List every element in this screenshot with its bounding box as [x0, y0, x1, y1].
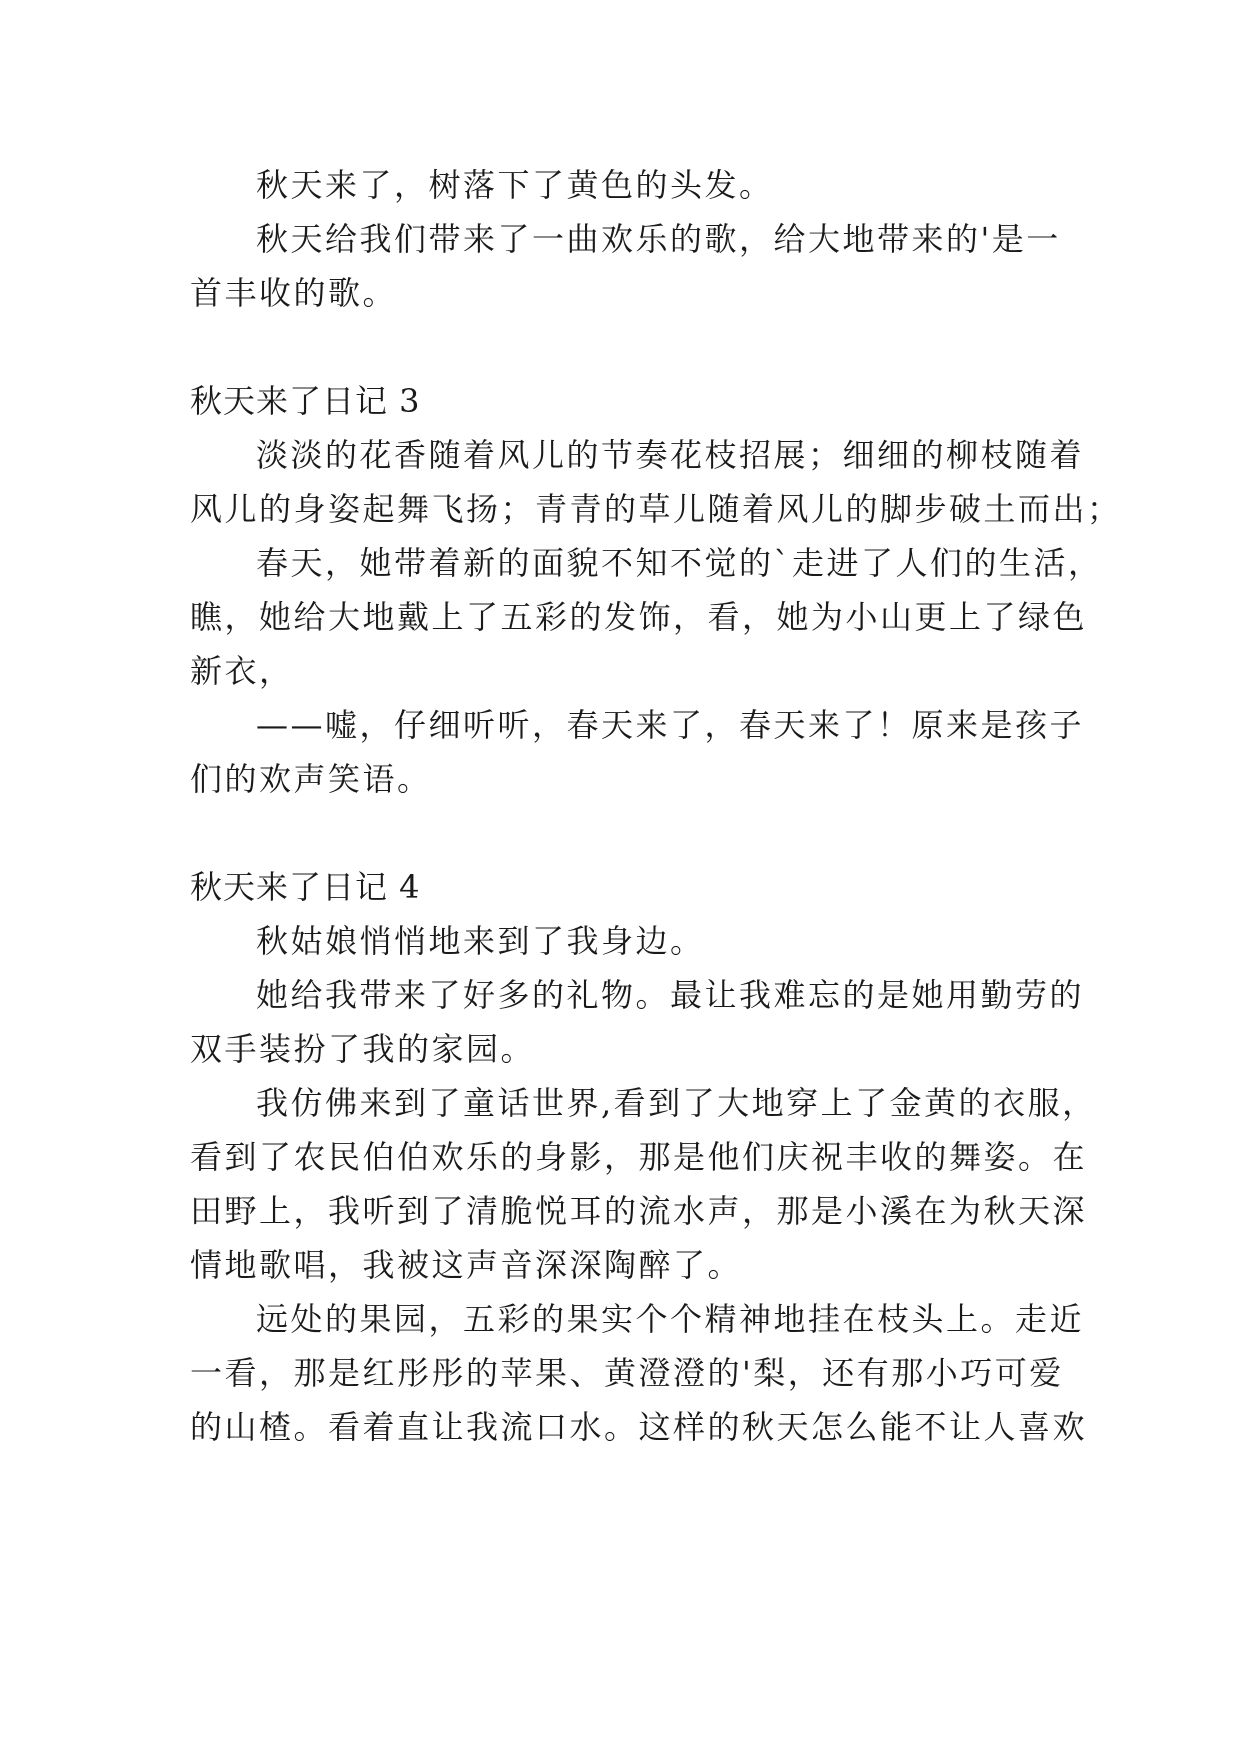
paragraph-line: 双手装扮了我的家园。 [190, 1030, 536, 1068]
paragraph-line: 田野上，我听到了清脆悦耳的流水声，那是小溪在为秋天深 [190, 1192, 1088, 1230]
paragraph-line: 淡淡的花香随着风儿的节奏花枝招展；细细的柳枝随着 [256, 436, 1085, 474]
paragraph-line: 春天，她带着新的面貌不知不觉的`走进了人们的生活， [256, 544, 1103, 582]
paragraph-line: 新衣， [190, 652, 294, 690]
paragraph-line: 秋姑娘悄悄地来到了我身边。 [256, 922, 705, 960]
paragraph-line: 首丰收的歌。 [190, 274, 398, 312]
paragraph-line: 风儿的身姿起舞飞扬；青青的草儿随着风儿的脚步破土而出； [190, 490, 1122, 528]
section-gap [190, 320, 1060, 374]
paragraph-line: 的山楂。看着直让我流口水。这样的秋天怎么能不让人喜欢 [190, 1408, 1088, 1446]
document-page [190, 158, 1122, 1454]
paragraph-line: ——嘘，仔细听听，春天来了，春天来了！原来是孩子 [256, 706, 1085, 744]
section-heading: 秋天来了日记 3 [190, 382, 421, 420]
paragraph-line: 远处的果园，五彩的果实个个精神地挂在枝头上。走近 [256, 1300, 1085, 1338]
section-heading: 秋天来了日记 4 [190, 868, 421, 906]
paragraph-line: 我仿佛来到了童话世界,看到了大地穿上了金黄的衣服， [256, 1084, 1097, 1122]
paragraph-line: 一看，那是红彤彤的苹果、黄澄澄的'梨，还有那小巧可爱 [190, 1354, 1064, 1392]
section-gap [190, 806, 1060, 860]
paragraph-line: 秋天给我们带来了一曲欢乐的歌，给大地带来的'是一 [256, 220, 1061, 258]
paragraph-line: 们的欢声笑语。 [190, 760, 432, 798]
paragraph-line: 情地歌唱，我被这声音深深陶醉了。 [190, 1246, 743, 1284]
paragraph-line: 她给我带来了好多的礼物。最让我难忘的是她用勤劳的 [256, 976, 1085, 1014]
paragraph-line: 瞧，她给大地戴上了五彩的发饰，看，她为小山更上了绿色 [190, 598, 1088, 636]
paragraph-line: 看到了农民伯伯欢乐的身影，那是他们庆祝丰收的舞姿。在 [190, 1138, 1088, 1176]
paragraph-line: 秋天来了，树落下了黄色的头发。 [256, 166, 774, 204]
